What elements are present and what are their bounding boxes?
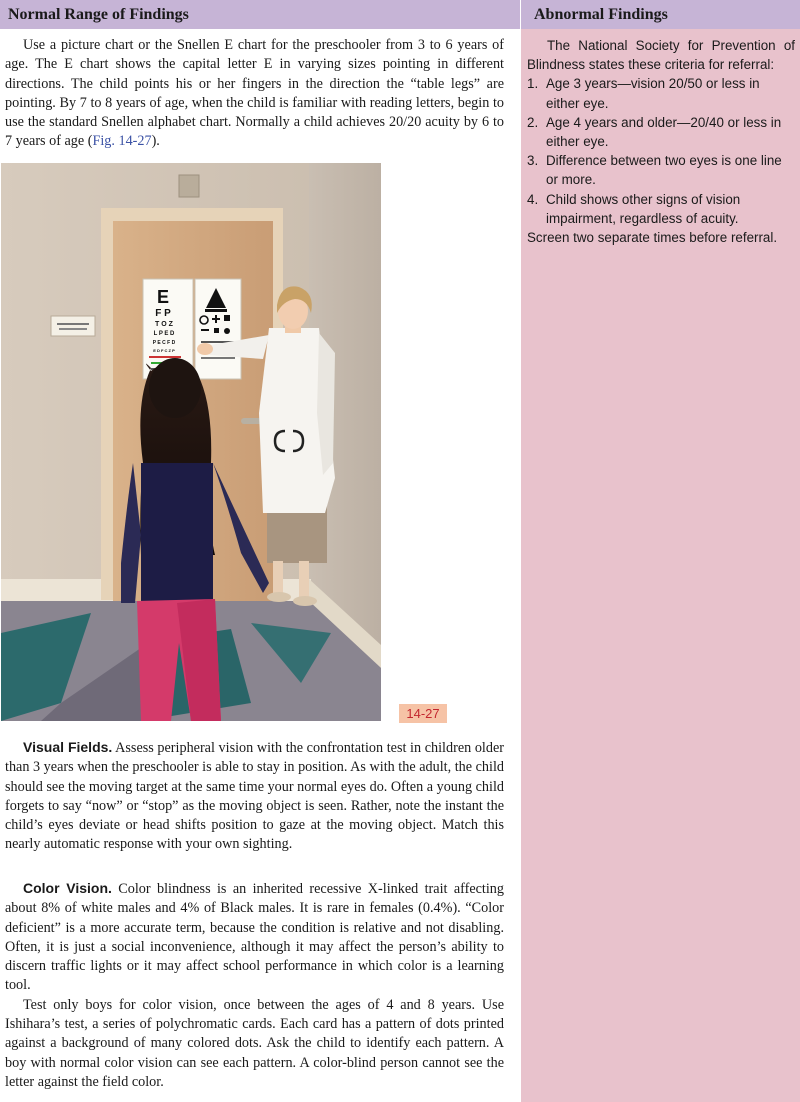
criterion-number: 1. (527, 76, 539, 92)
visual-fields-paragraph (5, 738, 504, 855)
referral-criterion (527, 113, 795, 151)
normal-findings-header: Normal Range of Findings (0, 0, 520, 29)
vision-test-photo (1, 163, 381, 721)
chart-letter-row: E (156, 287, 170, 307)
snellen-paragraph (5, 36, 504, 152)
referral-criterion (527, 151, 795, 189)
chart-letter-row: T O Z (155, 321, 173, 328)
color-vision-text: Color blindness is an inherited recessive X-linked trait affecting about 8% of white males and 4% of Black males. It is rare in females (0.4%). “Color deficient” is a more accurate term, because the condition is relative and not disabling. Often, it is just a social inconvenience, although it may affect the person’s ability to discern traffic lights or it may affect school performance in which color is a learning tool. (5, 881, 504, 994)
criterion-number: 2. (527, 114, 539, 130)
criterion-text: Age 3 years—vision 20/50 or less in either eye. (546, 76, 760, 111)
referral-intro: The National Society for Prevention of Blindness states these criteria for referral: (527, 38, 795, 73)
criterion-text: Child shows other signs of vision impairment, regardless of acuity. (546, 191, 741, 226)
criterion-text: Age 4 years and older—20/40 or less in either eye. (546, 114, 782, 150)
snellen-text: Use a picture chart or the Snellen E chart for the preschooler from 3 to 6 years of age. The E chart shows the capital letter E in varying sizes pointing in different directions. The child points his or her fingers in the direction the “table legs” are pointing. By 7 to 8 years of age, when the child is familiar with reading letters, begin to use the standard Snellen alphabet chart. Normally a child achieves 20/20 acuity by 6 to 7 years of age ( (5, 37, 504, 150)
color-vision-heading: Color Vision. (23, 880, 112, 896)
chart-letter-row: F P (155, 308, 171, 319)
referral-criteria-list (527, 74, 795, 228)
criterion-number: 3. (527, 153, 539, 169)
chart-letter-row: P E C F D (152, 340, 176, 346)
chart-letter-row: L P E D (153, 331, 175, 337)
color-vision-testing-paragraph: Test only boys for color vision, once between the ages of 4 and 8 years. Use Ishihara’s test, a series of polychromatic cards. Each card has a pattern of dots printed against a background of many colored dots. Ask the child to identify each pattern. A boy with normal color vision can see each pattern. A color-blind person cannot see the letter against the field color. (5, 996, 504, 1090)
criterion-number: 4. (527, 191, 539, 207)
criterion-text: Difference between two eyes is one line or more. (546, 153, 782, 188)
referral-closing: Screen two separate times before referral. (527, 230, 778, 246)
referral-criterion (527, 74, 795, 112)
figure-label: 14-27 (399, 704, 447, 723)
snellen-text-end: ). (151, 133, 160, 150)
abnormal-findings-content (527, 36, 795, 247)
figure-reference-link[interactable]: Fig. 14-27 (92, 133, 152, 150)
color-vision-section (5, 879, 504, 1092)
referral-criterion (527, 190, 795, 228)
visual-fields-text: Assess peripheral vision with the confrontation test in children older than 3 years when the preschooler is able to stay in position. As with the adult, the child should see the moving target at the same time your normal eyes do. Often a young child forgets to say “now” or “stop” as the moving object is seen. Rather, note the instant the child’s eyes deviate or head shifts position to gaze at the moving object. Match this nearly automatic response with your own sighting. (5, 740, 504, 853)
abnormal-findings-header: Abnormal Findings (520, 0, 800, 29)
visual-fields-heading: Visual Fields. (23, 739, 113, 755)
chart-letter-row: E D F C Z P (153, 348, 175, 353)
